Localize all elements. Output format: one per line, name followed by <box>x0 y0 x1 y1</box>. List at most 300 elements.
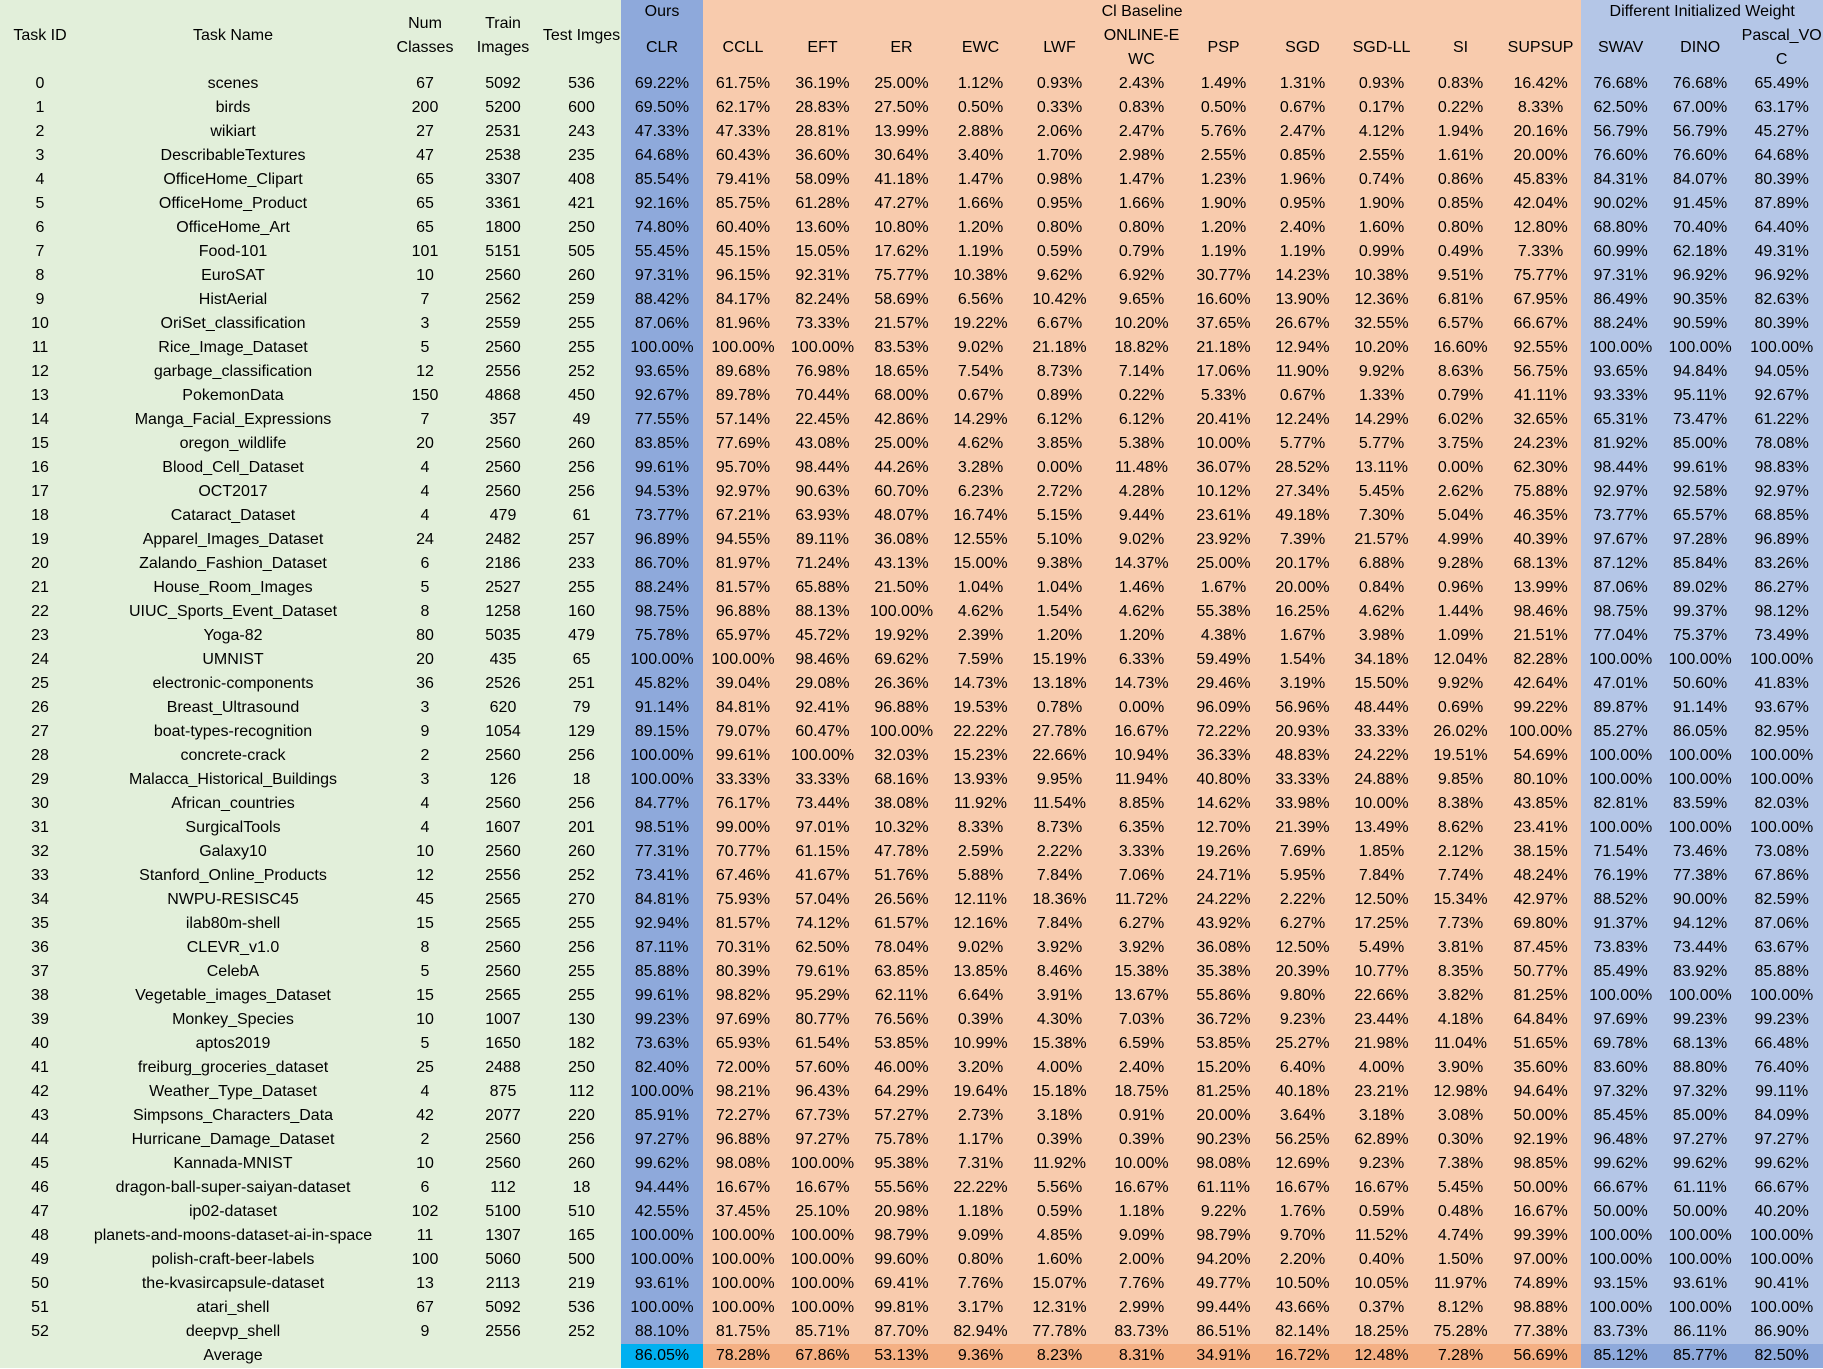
num-classes-cell: 4 <box>386 816 464 840</box>
score-cell-ewc: 22.22% <box>941 1176 1020 1200</box>
table-row <box>0 864 1823 888</box>
num-classes-cell: 15 <box>386 984 464 1008</box>
score-cell-er: 61.57% <box>862 912 941 936</box>
task-name-cell: ip02-dataset <box>80 1200 386 1224</box>
num-classes-cell: 6 <box>386 1176 464 1200</box>
score-cell-ccll: 100.00% <box>703 648 783 672</box>
score-cell-ccll: 97.69% <box>703 1008 783 1032</box>
num-classes-cell: 10 <box>386 264 464 288</box>
score-cell-online-ewc: 2.98% <box>1099 144 1184 168</box>
score-cell-er: 47.27% <box>862 192 941 216</box>
score-cell-sgd-ll: 10.38% <box>1342 264 1421 288</box>
score-cell-clr: 100.00% <box>621 1080 703 1104</box>
train-images-cell: 2560 <box>464 480 542 504</box>
table-row <box>0 120 1823 144</box>
score-cell-ewc: 4.62% <box>941 600 1020 624</box>
table-row <box>0 1152 1823 1176</box>
score-cell-swav: 100.00% <box>1581 336 1660 360</box>
table-row <box>0 528 1823 552</box>
task-id-cell: 8 <box>0 264 80 288</box>
score-cell-dino: 84.07% <box>1660 168 1740 192</box>
num-classes-cell: 5 <box>386 960 464 984</box>
score-cell-si: 8.12% <box>1421 1296 1500 1320</box>
score-cell-sgd-ll: 4.62% <box>1342 600 1421 624</box>
task-id-cell: 31 <box>0 816 80 840</box>
score-cell-swav: 97.69% <box>1581 1008 1660 1032</box>
score-cell-si: 1.94% <box>1421 120 1500 144</box>
score-cell-sgd-ll: 7.30% <box>1342 504 1421 528</box>
group-header-ours: Ours <box>621 0 703 24</box>
average-cell-clr: 86.05% <box>621 1344 703 1368</box>
task-name-cell: Malacca_Historical_Buildings <box>80 768 386 792</box>
score-cell-eft: 65.88% <box>783 576 862 600</box>
score-cell-ccll: 79.07% <box>703 720 783 744</box>
score-cell-dino: 85.00% <box>1660 1104 1740 1128</box>
score-cell-swav: 93.15% <box>1581 1272 1660 1296</box>
train-images-cell: 357 <box>464 408 542 432</box>
num-classes-cell: 11 <box>386 1224 464 1248</box>
score-cell-ewc: 16.74% <box>941 504 1020 528</box>
table-row <box>0 480 1823 504</box>
score-cell-si: 4.18% <box>1421 1008 1500 1032</box>
task-name-cell: electronic-components <box>80 672 386 696</box>
task-id-cell: 26 <box>0 696 80 720</box>
score-cell-si: 0.83% <box>1421 72 1500 96</box>
col-header-clr: CLR <box>621 24 703 72</box>
score-cell-psp: 98.79% <box>1184 1224 1263 1248</box>
score-cell-pascal-voc: 73.49% <box>1740 624 1823 648</box>
num-classes-cell: 47 <box>386 144 464 168</box>
task-id-cell: 32 <box>0 840 80 864</box>
score-cell-psp: 20.41% <box>1184 408 1263 432</box>
score-cell-lwf: 15.07% <box>1020 1272 1099 1296</box>
score-cell-online-ewc: 8.85% <box>1099 792 1184 816</box>
score-cell-supsup: 32.65% <box>1500 408 1581 432</box>
score-cell-online-ewc: 4.28% <box>1099 480 1184 504</box>
task-name-cell: Manga_Facial_Expressions <box>80 408 386 432</box>
test-images-cell: 260 <box>542 264 621 288</box>
score-cell-ccll: 67.21% <box>703 504 783 528</box>
score-cell-si: 3.90% <box>1421 1056 1500 1080</box>
test-images-cell: 129 <box>542 720 621 744</box>
score-cell-er: 25.00% <box>862 72 941 96</box>
score-cell-psp: 1.90% <box>1184 192 1263 216</box>
train-images-cell: 5200 <box>464 96 542 120</box>
score-cell-dino: 99.61% <box>1660 456 1740 480</box>
score-cell-supsup: 50.00% <box>1500 1104 1581 1128</box>
task-id-cell: 43 <box>0 1104 80 1128</box>
col-header-supsup: SUPSUP <box>1500 24 1581 72</box>
task-id-cell: 6 <box>0 216 80 240</box>
score-cell-pascal-voc: 90.41% <box>1740 1272 1823 1296</box>
test-images-cell: 219 <box>542 1272 621 1296</box>
task-name-cell: Weather_Type_Dataset <box>80 1080 386 1104</box>
train-images-cell: 2565 <box>464 984 542 1008</box>
score-cell-sgd-ll: 7.84% <box>1342 864 1421 888</box>
score-cell-online-ewc: 11.72% <box>1099 888 1184 912</box>
score-cell-pascal-voc: 67.86% <box>1740 864 1823 888</box>
score-cell-si: 3.75% <box>1421 432 1500 456</box>
test-images-cell: 260 <box>542 432 621 456</box>
col-header-dino: DINO <box>1660 24 1740 72</box>
col-header-task-id: Task ID <box>0 0 80 72</box>
score-cell-pascal-voc: 82.03% <box>1740 792 1823 816</box>
score-cell-online-ewc: 1.46% <box>1099 576 1184 600</box>
train-images-cell: 1258 <box>464 600 542 624</box>
score-cell-swav: 50.00% <box>1581 1200 1660 1224</box>
score-cell-supsup: 80.10% <box>1500 768 1581 792</box>
num-classes-cell: 12 <box>386 360 464 384</box>
score-cell-supsup: 50.77% <box>1500 960 1581 984</box>
score-cell-eft: 74.12% <box>783 912 862 936</box>
score-cell-supsup: 67.95% <box>1500 288 1581 312</box>
score-cell-er: 68.16% <box>862 768 941 792</box>
score-cell-ewc: 0.39% <box>941 1008 1020 1032</box>
test-images-cell: 235 <box>542 144 621 168</box>
score-cell-ewc: 0.67% <box>941 384 1020 408</box>
test-images-cell: 160 <box>542 600 621 624</box>
score-cell-clr: 73.41% <box>621 864 703 888</box>
score-cell-pascal-voc: 100.00% <box>1740 1296 1823 1320</box>
score-cell-ewc: 9.09% <box>941 1224 1020 1248</box>
score-cell-sgd: 9.70% <box>1263 1224 1342 1248</box>
score-cell-ewc: 2.39% <box>941 624 1020 648</box>
score-cell-lwf: 0.00% <box>1020 456 1099 480</box>
score-cell-online-ewc: 6.33% <box>1099 648 1184 672</box>
score-cell-psp: 37.65% <box>1184 312 1263 336</box>
num-classes-cell: 9 <box>386 1320 464 1344</box>
score-cell-pascal-voc: 92.97% <box>1740 480 1823 504</box>
table-row <box>0 960 1823 984</box>
train-images-cell: 5035 <box>464 624 542 648</box>
average-cell-lwf: 8.23% <box>1020 1344 1099 1368</box>
score-cell-psp: 30.77% <box>1184 264 1263 288</box>
train-images-cell: 2113 <box>464 1272 542 1296</box>
score-cell-swav: 87.06% <box>1581 576 1660 600</box>
task-id-cell: 28 <box>0 744 80 768</box>
score-cell-dino: 61.11% <box>1660 1176 1740 1200</box>
score-cell-eft: 29.08% <box>783 672 862 696</box>
table-row <box>0 1104 1823 1128</box>
score-cell-swav: 100.00% <box>1581 1296 1660 1320</box>
task-id-cell: 50 <box>0 1272 80 1296</box>
score-cell-psp: 1.19% <box>1184 240 1263 264</box>
score-cell-sgd-ll: 34.18% <box>1342 648 1421 672</box>
score-cell-eft: 57.04% <box>783 888 862 912</box>
col-header-lwf: LWF <box>1020 24 1099 72</box>
score-cell-clr: 93.61% <box>621 1272 703 1296</box>
score-cell-si: 1.61% <box>1421 144 1500 168</box>
train-images-cell: 2186 <box>464 552 542 576</box>
score-cell-psp: 16.60% <box>1184 288 1263 312</box>
score-cell-sgd: 6.27% <box>1263 912 1342 936</box>
score-cell-lwf: 0.59% <box>1020 240 1099 264</box>
score-cell-lwf: 21.18% <box>1020 336 1099 360</box>
score-cell-ewc: 1.19% <box>941 240 1020 264</box>
num-classes-cell: 9 <box>386 720 464 744</box>
task-id-cell: 11 <box>0 336 80 360</box>
score-cell-supsup: 94.64% <box>1500 1080 1581 1104</box>
average-cell-eft: 67.86% <box>783 1344 862 1368</box>
score-cell-pascal-voc: 63.17% <box>1740 96 1823 120</box>
score-cell-er: 38.08% <box>862 792 941 816</box>
score-cell-psp: 49.77% <box>1184 1272 1263 1296</box>
score-cell-ccll: 67.46% <box>703 864 783 888</box>
task-id-cell: 16 <box>0 456 80 480</box>
score-cell-si: 9.51% <box>1421 264 1500 288</box>
train-images-cell: 2560 <box>464 1128 542 1152</box>
score-cell-lwf: 0.80% <box>1020 216 1099 240</box>
score-cell-supsup: 12.80% <box>1500 216 1581 240</box>
task-id-cell: 35 <box>0 912 80 936</box>
task-id-cell: 18 <box>0 504 80 528</box>
score-cell-sgd: 12.69% <box>1263 1152 1342 1176</box>
score-cell-psp: 99.44% <box>1184 1296 1263 1320</box>
score-cell-er: 75.77% <box>862 264 941 288</box>
test-images-cell: 18 <box>542 1176 621 1200</box>
task-id-cell: 12 <box>0 360 80 384</box>
table-row <box>0 1320 1823 1344</box>
score-cell-ccll: 95.70% <box>703 456 783 480</box>
num-classes-cell: 67 <box>386 72 464 96</box>
num-classes-cell: 65 <box>386 192 464 216</box>
score-cell-eft: 60.47% <box>783 720 862 744</box>
score-cell-lwf: 8.46% <box>1020 960 1099 984</box>
score-cell-pascal-voc: 64.40% <box>1740 216 1823 240</box>
score-cell-pascal-voc: 98.12% <box>1740 600 1823 624</box>
score-cell-er: 10.80% <box>862 216 941 240</box>
score-cell-ewc: 3.28% <box>941 456 1020 480</box>
test-images-cell: 408 <box>542 168 621 192</box>
score-cell-pascal-voc: 82.95% <box>1740 720 1823 744</box>
table-row <box>0 1248 1823 1272</box>
train-images-cell: 2560 <box>464 936 542 960</box>
score-cell-ccll: 81.75% <box>703 1320 783 1344</box>
score-cell-lwf: 18.36% <box>1020 888 1099 912</box>
score-cell-lwf: 0.89% <box>1020 384 1099 408</box>
score-cell-clr: 69.22% <box>621 72 703 96</box>
test-images-cell: 256 <box>542 456 621 480</box>
score-cell-pascal-voc: 82.59% <box>1740 888 1823 912</box>
score-cell-swav: 88.52% <box>1581 888 1660 912</box>
score-cell-eft: 100.00% <box>783 1152 862 1176</box>
score-cell-psp: 94.20% <box>1184 1248 1263 1272</box>
score-cell-swav: 84.31% <box>1581 168 1660 192</box>
score-cell-eft: 71.24% <box>783 552 862 576</box>
train-images-cell: 2560 <box>464 264 542 288</box>
score-cell-ewc: 2.73% <box>941 1104 1020 1128</box>
col-header-online-ewc: ONLINE-EWC <box>1099 24 1184 72</box>
score-cell-er: 100.00% <box>862 720 941 744</box>
score-cell-lwf: 7.84% <box>1020 864 1099 888</box>
average-cell-sgd: 16.72% <box>1263 1344 1342 1368</box>
train-images-cell: 2560 <box>464 1152 542 1176</box>
score-cell-lwf: 10.42% <box>1020 288 1099 312</box>
score-cell-dino: 73.44% <box>1660 936 1740 960</box>
score-cell-eft: 15.05% <box>783 240 862 264</box>
col-header-si: SI <box>1421 24 1500 72</box>
score-cell-psp: 90.23% <box>1184 1128 1263 1152</box>
score-cell-clr: 100.00% <box>621 1296 703 1320</box>
score-cell-clr: 64.68% <box>621 144 703 168</box>
task-id-cell: 7 <box>0 240 80 264</box>
score-cell-online-ewc: 2.00% <box>1099 1248 1184 1272</box>
score-cell-supsup: 97.00% <box>1500 1248 1581 1272</box>
score-cell-swav: 60.99% <box>1581 240 1660 264</box>
num-classes-cell: 10 <box>386 840 464 864</box>
score-cell-swav: 93.65% <box>1581 360 1660 384</box>
task-name-cell: Stanford_Online_Products <box>80 864 386 888</box>
table-row <box>0 696 1823 720</box>
score-cell-swav: 85.49% <box>1581 960 1660 984</box>
score-cell-online-ewc: 9.65% <box>1099 288 1184 312</box>
score-cell-pascal-voc: 41.83% <box>1740 672 1823 696</box>
score-cell-eft: 16.67% <box>783 1176 862 1200</box>
score-cell-sgd-ll: 10.05% <box>1342 1272 1421 1296</box>
score-cell-sgd: 20.39% <box>1263 960 1342 984</box>
score-cell-si: 12.98% <box>1421 1080 1500 1104</box>
num-classes-cell: 4 <box>386 504 464 528</box>
table-row <box>0 816 1823 840</box>
score-cell-dino: 73.47% <box>1660 408 1740 432</box>
score-cell-lwf: 0.39% <box>1020 1128 1099 1152</box>
score-cell-eft: 96.43% <box>783 1080 862 1104</box>
score-cell-psp: 5.33% <box>1184 384 1263 408</box>
score-cell-si: 11.04% <box>1421 1032 1500 1056</box>
score-cell-si: 7.74% <box>1421 864 1500 888</box>
task-name-cell: NWPU-RESISC45 <box>80 888 386 912</box>
score-cell-online-ewc: 16.67% <box>1099 720 1184 744</box>
score-cell-online-ewc: 13.67% <box>1099 984 1184 1008</box>
table-row <box>0 192 1823 216</box>
score-cell-supsup: 74.89% <box>1500 1272 1581 1296</box>
score-cell-supsup: 77.38% <box>1500 1320 1581 1344</box>
score-cell-dino: 83.59% <box>1660 792 1740 816</box>
score-cell-clr: 88.10% <box>621 1320 703 1344</box>
score-cell-online-ewc: 7.14% <box>1099 360 1184 384</box>
task-id-cell: 24 <box>0 648 80 672</box>
score-cell-online-ewc: 83.73% <box>1099 1320 1184 1344</box>
score-cell-pascal-voc: 66.48% <box>1740 1032 1823 1056</box>
table-row <box>0 288 1823 312</box>
score-cell-psp: 35.38% <box>1184 960 1263 984</box>
task-id-cell: 47 <box>0 1200 80 1224</box>
score-cell-er: 46.00% <box>862 1056 941 1080</box>
score-cell-sgd: 2.20% <box>1263 1248 1342 1272</box>
score-cell-lwf: 27.78% <box>1020 720 1099 744</box>
score-cell-si: 15.34% <box>1421 888 1500 912</box>
score-cell-si: 75.28% <box>1421 1320 1500 1344</box>
score-cell-pascal-voc: 68.85% <box>1740 504 1823 528</box>
score-cell-eft: 57.60% <box>783 1056 862 1080</box>
score-cell-clr: 94.44% <box>621 1176 703 1200</box>
score-cell-pascal-voc: 93.67% <box>1740 696 1823 720</box>
task-name-cell: EuroSAT <box>80 264 386 288</box>
score-cell-er: 20.98% <box>862 1200 941 1224</box>
score-cell-swav: 73.83% <box>1581 936 1660 960</box>
score-cell-eft: 28.81% <box>783 120 862 144</box>
score-cell-supsup: 42.04% <box>1500 192 1581 216</box>
score-cell-eft: 98.46% <box>783 648 862 672</box>
score-cell-psp: 2.55% <box>1184 144 1263 168</box>
score-cell-eft: 88.13% <box>783 600 862 624</box>
test-images-cell: 255 <box>542 576 621 600</box>
table-row <box>0 72 1823 96</box>
test-images-cell: 255 <box>542 336 621 360</box>
task-id-cell: 21 <box>0 576 80 600</box>
score-cell-dino: 99.37% <box>1660 600 1740 624</box>
task-name-cell: OfficeHome_Clipart <box>80 168 386 192</box>
score-cell-psp: 15.20% <box>1184 1056 1263 1080</box>
score-cell-swav: 97.67% <box>1581 528 1660 552</box>
score-cell-clr: 92.16% <box>621 192 703 216</box>
score-cell-si: 8.63% <box>1421 360 1500 384</box>
score-cell-sgd: 1.67% <box>1263 624 1342 648</box>
score-cell-eft: 100.00% <box>783 336 862 360</box>
score-cell-sgd: 16.25% <box>1263 600 1342 624</box>
num-classes-cell: 65 <box>386 168 464 192</box>
test-images-cell: 255 <box>542 960 621 984</box>
score-cell-clr: 45.82% <box>621 672 703 696</box>
table-row <box>0 144 1823 168</box>
score-cell-ewc: 5.88% <box>941 864 1020 888</box>
score-cell-clr: 93.65% <box>621 360 703 384</box>
task-id-cell: 10 <box>0 312 80 336</box>
table-row <box>0 600 1823 624</box>
score-cell-supsup: 87.45% <box>1500 936 1581 960</box>
average-blank-cell <box>0 1344 80 1368</box>
score-cell-pascal-voc: 49.31% <box>1740 240 1823 264</box>
score-cell-sgd: 26.67% <box>1263 312 1342 336</box>
task-name-cell: atari_shell <box>80 1296 386 1320</box>
score-cell-ewc: 15.23% <box>941 744 1020 768</box>
score-cell-supsup: 99.39% <box>1500 1224 1581 1248</box>
train-images-cell: 2565 <box>464 888 542 912</box>
score-cell-dino: 65.57% <box>1660 504 1740 528</box>
score-cell-sgd-ll: 15.50% <box>1342 672 1421 696</box>
score-cell-dino: 100.00% <box>1660 1224 1740 1248</box>
score-cell-ewc: 7.76% <box>941 1272 1020 1296</box>
test-images-cell: 270 <box>542 888 621 912</box>
score-cell-online-ewc: 0.22% <box>1099 384 1184 408</box>
score-cell-online-ewc: 14.73% <box>1099 672 1184 696</box>
score-cell-lwf: 9.38% <box>1020 552 1099 576</box>
score-cell-sgd: 82.14% <box>1263 1320 1342 1344</box>
score-cell-pascal-voc: 99.23% <box>1740 1008 1823 1032</box>
score-cell-er: 26.56% <box>862 888 941 912</box>
task-id-cell: 30 <box>0 792 80 816</box>
score-cell-er: 68.00% <box>862 384 941 408</box>
score-cell-online-ewc: 1.20% <box>1099 624 1184 648</box>
score-cell-sgd-ll: 3.98% <box>1342 624 1421 648</box>
score-cell-er: 60.70% <box>862 480 941 504</box>
score-cell-swav: 83.73% <box>1581 1320 1660 1344</box>
score-cell-supsup: 20.00% <box>1500 144 1581 168</box>
score-cell-ccll: 89.68% <box>703 360 783 384</box>
col-header-sgd-ll: SGD-LL <box>1342 24 1421 72</box>
score-cell-clr: 83.85% <box>621 432 703 456</box>
score-cell-clr: 88.24% <box>621 576 703 600</box>
num-classes-cell: 12 <box>386 864 464 888</box>
score-cell-eft: 82.24% <box>783 288 862 312</box>
score-cell-sgd-ll: 0.99% <box>1342 240 1421 264</box>
score-cell-ccll: 70.77% <box>703 840 783 864</box>
score-cell-er: 47.78% <box>862 840 941 864</box>
score-cell-clr: 84.77% <box>621 792 703 816</box>
task-id-cell: 2 <box>0 120 80 144</box>
score-cell-lwf: 15.38% <box>1020 1032 1099 1056</box>
score-cell-sgd-ll: 13.11% <box>1342 456 1421 480</box>
